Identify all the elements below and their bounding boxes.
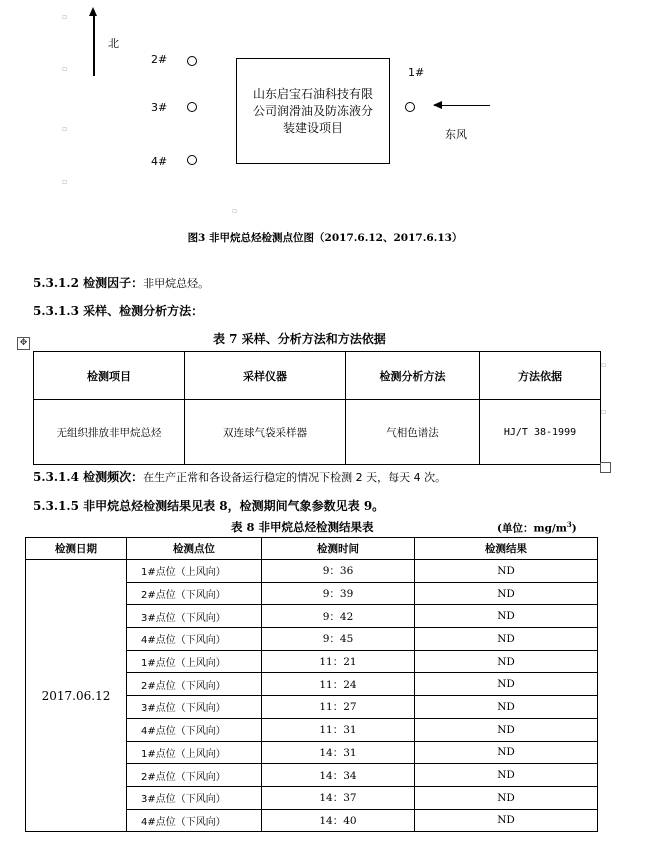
sampling-point-4-icon: [187, 155, 197, 165]
section-5314-text: 在生产正常和各设备运行稳定的情况下检测 2 天，每天 4 次。: [143, 471, 447, 484]
figure-caption: 图3 非甲烷总烃检测点位图（2017.6.12、2017.6.13）: [187, 232, 463, 244]
sampling-point-3-icon: [187, 102, 197, 112]
paragraph-mark-icon: ▫: [601, 360, 607, 369]
paragraph-mark-icon: ▫: [62, 124, 68, 133]
table8-unit-suffix: ): [571, 522, 577, 535]
table8-time-cell: 9：45: [262, 628, 415, 651]
section-5314: [33, 468, 446, 485]
table8-point-cell: 1#点位（上风向）: [127, 560, 262, 583]
table8-time-cell: 14：34: [262, 764, 415, 787]
sampling-point-2-icon: [187, 56, 197, 66]
section-5312-heading: 5.3.1.2 检测因子：: [33, 276, 144, 290]
table8-time-cell: 14：37: [262, 786, 415, 809]
table7-header: 方法依据: [480, 352, 601, 400]
plant-name: 山东启宝石油科技有限公司润滑油及防冻液分装建设项目: [253, 86, 374, 135]
table8-time-cell: 14：31: [262, 741, 415, 764]
table8-time-cell: 11：31: [262, 718, 415, 741]
table8-header: 检测结果: [415, 538, 598, 560]
table8-result-cell: ND: [415, 741, 598, 764]
table7: [33, 351, 601, 465]
section-5315-heading: 5.3.1.5 非甲烷总烃检测结果见表 8，检测期间气象参数见表 9。: [33, 499, 385, 513]
table7-cell: 无组织排放非甲烷总烃: [34, 400, 185, 465]
table8-point-cell: 4#点位（下风向）: [127, 628, 262, 651]
table8-result-cell: ND: [415, 786, 598, 809]
section-5314-heading: 5.3.1.4 检测频次：: [33, 470, 144, 484]
table8-point-cell: 3#点位（下风向）: [127, 696, 262, 719]
table-move-handle-icon[interactable]: ✥: [17, 337, 30, 350]
table8-result-cell: ND: [415, 582, 598, 605]
table8-header: 检测时间: [262, 538, 415, 560]
table8-point-cell: 3#点位（下风向）: [127, 605, 262, 628]
table8-result-cell: ND: [415, 809, 598, 832]
table8-time-cell: 9：39: [262, 582, 415, 605]
table8-result-cell: ND: [415, 628, 598, 651]
paragraph-mark-icon: ▫: [62, 12, 68, 21]
paragraph-mark-icon: ▫: [232, 206, 238, 215]
table7-cell: 气相色谱法: [346, 400, 480, 465]
section-5313-heading: 5.3.1.3 采样、检测分析方法：: [33, 304, 204, 318]
wind-direction-arrow-icon: [434, 105, 490, 106]
table7-header: 检测项目: [34, 352, 185, 400]
table8-time-cell: 11：27: [262, 696, 415, 719]
table7-header-row: [34, 352, 601, 400]
point-label-3: 3#: [151, 101, 168, 114]
table8-unit: [497, 520, 577, 536]
table7-cell: 双连球气袋采样器: [185, 400, 346, 465]
table8-header: 检测日期: [26, 538, 127, 560]
table8-result-cell: ND: [415, 560, 598, 583]
table8-result-cell: ND: [415, 673, 598, 696]
table-row: [26, 560, 598, 583]
wind-label: 东风: [445, 128, 467, 141]
table8-date-cell: 2017.06.12: [26, 560, 127, 832]
table8-result-cell: ND: [415, 696, 598, 719]
table8-time-cell: 9：36: [262, 560, 415, 583]
table8-point-cell: 2#点位（下风向）: [127, 582, 262, 605]
table8-time-cell: 11：24: [262, 673, 415, 696]
table-resize-handle-icon[interactable]: [600, 462, 611, 473]
north-label: 北: [108, 37, 119, 50]
table7-header: 检测分析方法: [346, 352, 480, 400]
table8-time-cell: 11：21: [262, 650, 415, 673]
table7-title: 表 7 采样、分析方法和方法依据: [213, 332, 386, 346]
table8-point-cell: 1#点位（上风向）: [127, 650, 262, 673]
paragraph-mark-icon: ▫: [601, 407, 607, 416]
plant-box: [236, 58, 390, 164]
point-label-2: 2#: [151, 53, 168, 66]
point-label-1: 1#: [408, 66, 425, 79]
table8-point-cell: 4#点位（下风向）: [127, 718, 262, 741]
table8-result-cell: ND: [415, 650, 598, 673]
table-row: [34, 400, 601, 465]
table8-time-cell: 9：42: [262, 605, 415, 628]
sampling-point-1-icon: [405, 102, 415, 112]
table8-title: 表 8 非甲烷总烃检测结果表: [231, 520, 374, 534]
table8-unit-prefix: (单位：mg/m: [497, 522, 567, 535]
table8-result-cell: ND: [415, 718, 598, 741]
table7-cell: HJ/T 38-1999: [480, 400, 601, 465]
table8-point-cell: 4#点位（下风向）: [127, 809, 262, 832]
table8-point-cell: 1#点位（上风向）: [127, 741, 262, 764]
section-5312: [33, 274, 209, 291]
paragraph-mark-icon: ▫: [62, 64, 68, 73]
table8-result-cell: ND: [415, 764, 598, 787]
table8-result-cell: ND: [415, 605, 598, 628]
table8-point-cell: 2#点位（下风向）: [127, 764, 262, 787]
point-label-4: 4#: [151, 155, 168, 168]
table8-header: 检测点位: [127, 538, 262, 560]
table8-point-cell: 3#点位（下风向）: [127, 786, 262, 809]
table8: [25, 537, 598, 832]
table8-point-cell: 2#点位（下风向）: [127, 673, 262, 696]
table7-header: 采样仪器: [185, 352, 346, 400]
north-arrow-icon: [93, 11, 95, 76]
paragraph-mark-icon: ▫: [62, 177, 68, 186]
section-5312-text: 非甲烷总烃。: [143, 277, 210, 290]
table8-unit-exponent: 3: [566, 520, 572, 529]
table8-header-row: [26, 538, 598, 560]
table8-time-cell: 14：40: [262, 809, 415, 832]
